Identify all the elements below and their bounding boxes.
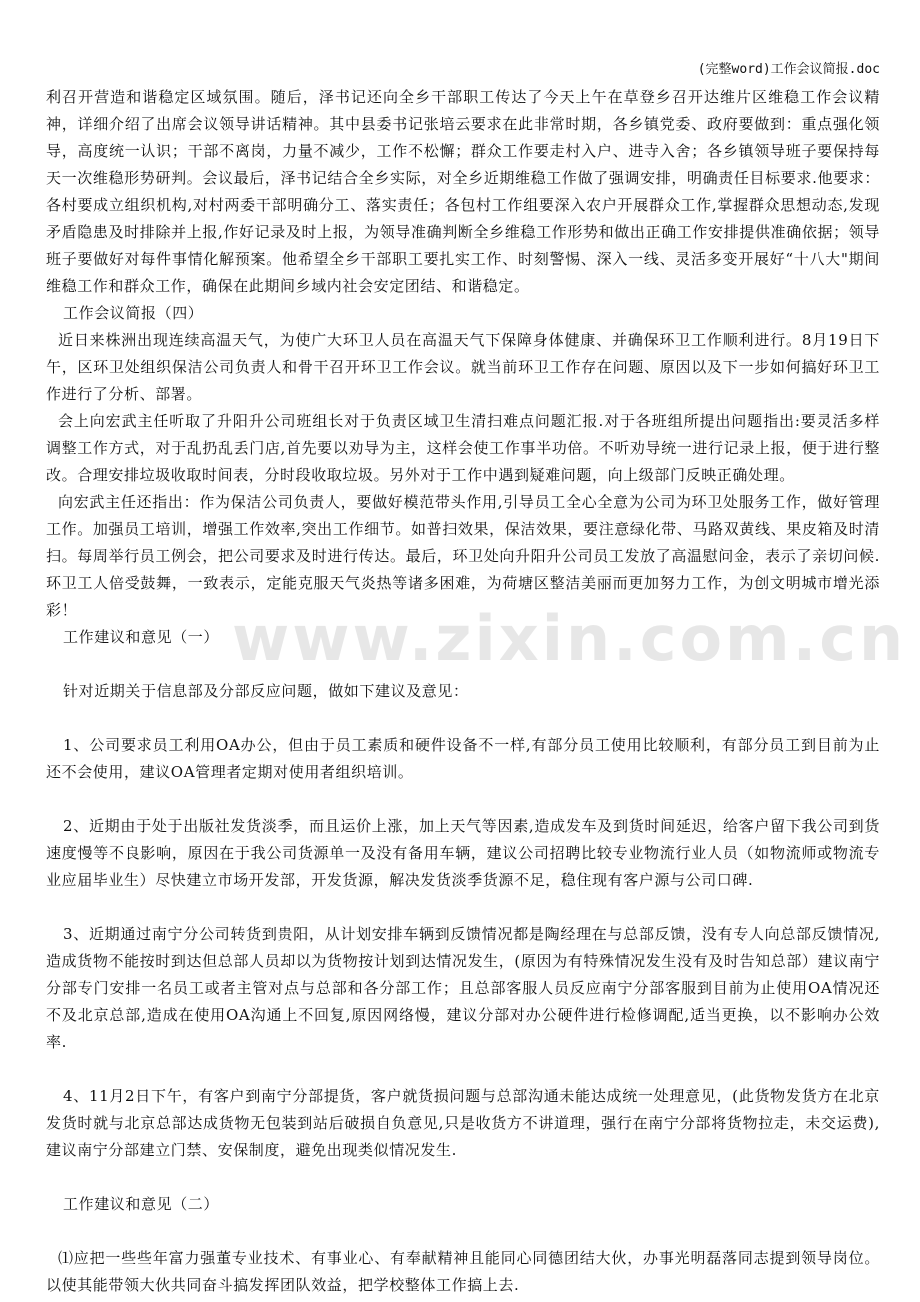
paragraph: 利召开营造和谐稳定区域氛围。随后，泽书记还向全乡干部职工传达了今天上午在草登乡召开达维片区维稳工作会议精神，详细介绍了出席会议领导讲话精神。其中县委书记张培云要求在此非常时期，各乡镇党委、政府要做到：重点强化领导，高度统一认识；干部不离岗，力量不减少，工作不松懈；群众工作要走村入户、进寺入舍；各乡镇领导班子要保持每天一次维稳形势研判。会议最后，泽书记结合全乡实际，对全乡近期维稳工作做了强调安排，明确责任目标要求.他要求：各村要成立组织机构,对村两委干部明确分工、落实责任；各包村工作组要深入农户开展群众工作,掌握群众思想动态,发现矛盾隐患及时排除并上报,作好记录及时上报，为领导准确判断全乡维稳工作形势和做出正确工作安排提供准确依据；领导班子要做好对每件事情化解预案。他希望全乡干部职工要扎实工作、时刻警惕、深入一线、灵活多变开展好“十八大"期间维稳工作和群众工作，确保在此期间乡域内社会安定团结、和谐稳定。: [46, 88, 880, 295]
section-heading: 工作建议和意见（一）: [63, 628, 220, 646]
document-body: [46, 84, 880, 1299]
paragraph: 会上向宏武主任听取了升阳升公司班组长对于负责区域卫生清扫难点问题汇报.对于各班组所提出问题指出:要灵活多样调整工作方式，对于乱扔乱丢门店,首先要以劝导为主，这样会使工作事半功倍。不听劝导统一进行记录上报，便于进行整改。合理安排垃圾收取时间表，分时段收取垃圾。另外对于工作中遇到疑难问题，向上级部门反映正确处理。: [46, 412, 880, 484]
list-item: 4、11月2日下午，有客户到南宁分部提货，客户就货损问题与总部沟通未能达成统一处理意见，(此货物发货方在北京发货时就与北京总部达成货物无包装到站后破损自负意见,只是收货方不讲道理，强行在南宁分部将货物拉走，未交运费),建议南宁分部建立门禁、安保制度，避免出现类似情况发生.: [46, 1087, 880, 1159]
paragraph: 近日来株洲出现连续高温天气，为使广大环卫人员在高温天气下保障身体健康、并确保环卫工作顺利进行。8月19日下午，区环卫处组织保洁公司负责人和骨干召开环卫工作会议。就当前环卫工作存在问题、原因以及下一步如何搞好环卫工作进行了分析、部署。: [46, 331, 880, 403]
list-item: 2、近期由于处于出版社发货淡季，而且运价上涨，加上天气等因素,造成发车及到货时间延迟，给客户留下我公司到货速度慢等不良影响，原因在于我公司货源单一及没有备用车辆，建议公司招聘比较专业物流行业人员（如物流师或物流专业应届毕业生）尽快建立市场开发部，开发货源，解决发货淡季货源不足，稳住现有客户源与公司口碑.: [46, 817, 880, 889]
list-item: 1、公司要求员工利用OA办公，但由于员工素质和硬件设备不一样,有部分员工使用比较顺利，有部分员工到目前为止还不会使用，建议OA管理者定期对使用者组织培训。: [46, 736, 880, 781]
watermark: www.zixin.com.cn: [232, 602, 907, 675]
paragraph: 向宏武主任还指出：作为保洁公司负责人，要做好模范带头作用,引导员工全心全意为公司为环卫处服务工作，做好管理工作。加强员工培训，增强工作效率,突出工作细节。如普扫效果，保洁效果，要注意绿化带、马路双黄线、果皮箱及时清扫。每周举行员工例会，把公司要求及时进行传达。最后，环卫处向升阳升公司员工发放了高温慰问金，表示了亲切问候.环卫工人倍受鼓舞，一致表示，定能克服天气炎热等诸多困难，为荷塘区整洁美丽而更加努力工作，为创文明城市增光添彩！: [46, 493, 880, 619]
list-item: 3、近期通过南宁分公司转货到贵阳，从计划安排车辆到反馈情况都是陶经理在与总部反馈，没有专人向总部反馈情况,造成货物不能按时到达但总部人员却以为货物按计划到达情况发生，(原因为有特殊情况发生没有及时告知总部）建议南宁分部专门安排一名员工或者主管对点与总部和各分部工作；且总部客服人员反应南宁分部客服到目前为止使用OA情况还不及北京总部,造成在使用OA沟通上不回复,原因网络慢，建议分部对办公硬件进行检修调配,适当更换，以不影响办公效率.: [46, 925, 880, 1051]
document-filename: (完整word)工作会议简报.doc: [697, 62, 880, 77]
section-heading: 工作会议简报（四）: [63, 304, 204, 322]
section-heading: 工作建议和意见（二）: [63, 1195, 220, 1213]
paragraph: 针对近期关于信息部及分部反应问题，做如下建议及意见：: [63, 682, 469, 700]
list-item: ⑴应把一些些年富力强董专业技术、有事业心、有奉献精神且能同心同德团结大伙，办事光明磊落同志提到领导岗位。以使其能带领大伙共同奋斗搞发挥团队效益，把学校整体工作搞上去.: [46, 1249, 880, 1294]
